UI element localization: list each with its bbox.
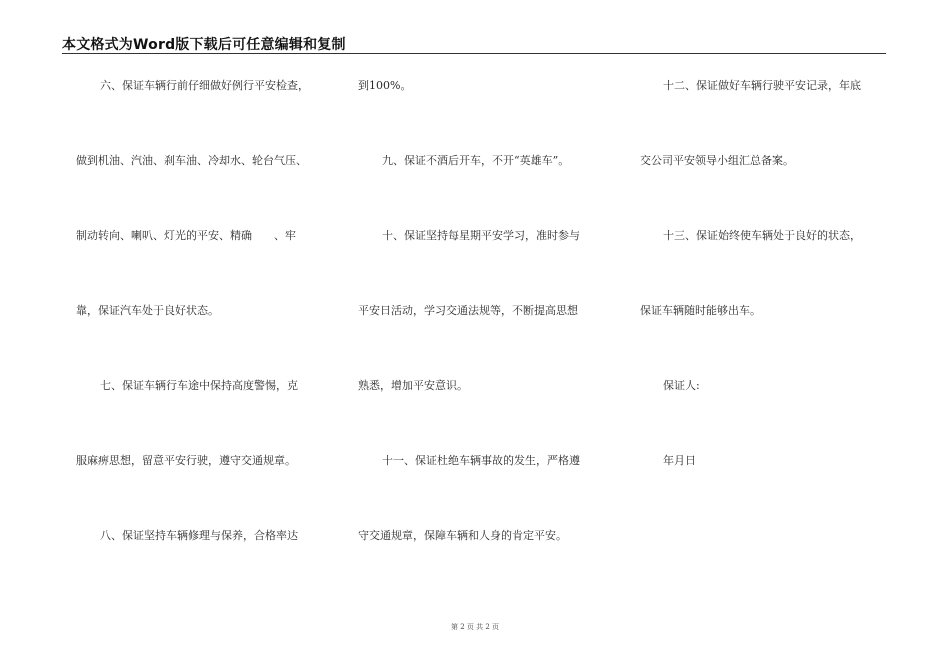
col2-line-3: 十、保证坚持每星期平安学习，准时参与 bbox=[382, 229, 580, 242]
col1-line-1: 六、保证车辆行前仔细做好例行平安检查， bbox=[100, 79, 309, 92]
col2-line-6: 十一、保证杜绝车辆事故的发生，严格遵 bbox=[382, 454, 580, 467]
col3-line-4: 保证车辆随时能够出车。 bbox=[640, 304, 761, 317]
col3-line-2: 交公司平安领导小组汇总备案。 bbox=[640, 154, 794, 167]
header-divider bbox=[62, 53, 886, 54]
col2-line-7: 守交通规章，保障车辆和人身的肯定平安。 bbox=[358, 529, 567, 542]
col1-line-3: 制动转向、喇叭、灯光的平安、精确 、牢 bbox=[76, 229, 296, 242]
col2-line-2: 九、保证不酒后开车，不开“英雄车”。 bbox=[382, 154, 570, 167]
document-header-title: 本文格式为Word版下载后可任意编辑和复制 bbox=[62, 37, 346, 53]
col1-line-5: 七、保证车辆行车途中保持高度警惕，克 bbox=[100, 379, 298, 392]
col1-line-7: 八、保证坚持车辆修理与保养，合格率达 bbox=[100, 529, 298, 542]
col3-line-1: 十二、保证做好车辆行驶平安记录，年底 bbox=[663, 79, 861, 92]
col3-line-5: 保证人: bbox=[663, 379, 700, 392]
col3-line-3: 十三、保证始终使车辆处于良好的状态， bbox=[663, 229, 861, 242]
col2-line-5: 熟悉，增加平安意识。 bbox=[358, 379, 468, 392]
col1-line-6: 服麻痹思想，留意平安行驶，遵守交通规章。 bbox=[76, 454, 296, 467]
col1-line-2: 做到机油、汽油、刹车油、冷却水、轮台气压、 bbox=[76, 154, 307, 167]
page-footer: 第 2 页 共 2 页 bbox=[450, 623, 500, 631]
col2-line-1: 到100%。 bbox=[358, 79, 412, 92]
col1-line-4: 靠，保证汽车处于良好状态。 bbox=[76, 304, 219, 317]
col3-line-6: 年月日 bbox=[663, 454, 696, 467]
col2-line-4: 平安日活动，学习交通法规等，不断提高思想 bbox=[358, 304, 578, 317]
